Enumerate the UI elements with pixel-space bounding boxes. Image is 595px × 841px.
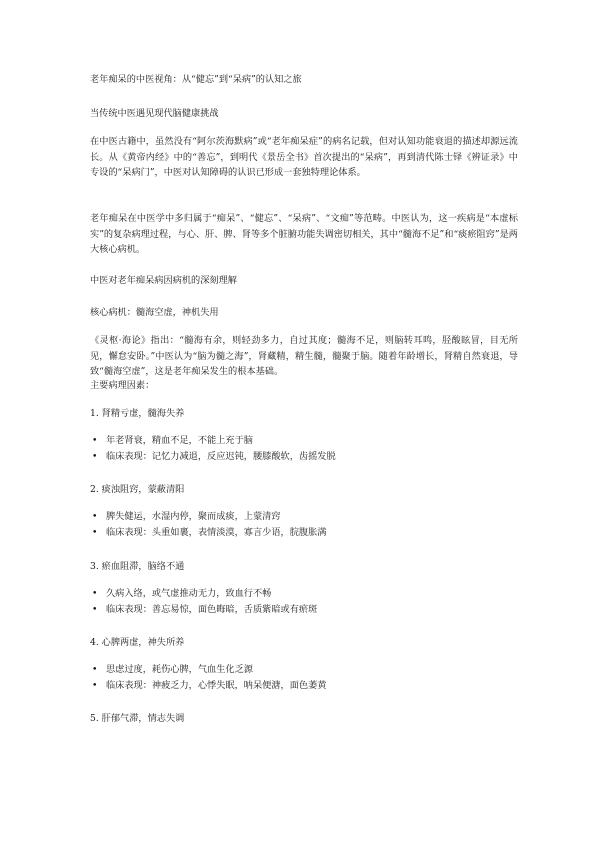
bullet-icon: • xyxy=(92,450,98,462)
subheading-core-pathogenesis: 核心病机：髓海空虚，神机失用 xyxy=(90,307,219,318)
list-item: • 久病入络，或气虚推动无力，致血行不畅 xyxy=(90,586,530,602)
list-item: • 临床表现：善忘易惊，面色晦暗，舌质紫暗或有瘀斑 xyxy=(90,602,530,618)
bullet-icon: • xyxy=(92,435,98,446)
factor-heading: 5. 肝郁气滞，情志失调 xyxy=(90,713,185,724)
list-item: • 临床表现：神疲乏力，心悸失眠，呐呆便溏，面色萎黄 xyxy=(90,678,530,694)
factor-bullet-list xyxy=(90,509,530,540)
subheading-pathological-factors: 主要病理因素： xyxy=(90,380,155,391)
bullet-icon: • xyxy=(92,526,98,538)
factor-heading: 4. 心脾两虚，神失所养 xyxy=(90,637,185,648)
paragraph-lingshu-quote: 《灵枢·海论》指出：“髓海有余，则轻劲多力，自过其度；髓海不足，则脑转耳鸣，胫酸眩冒，目无所见，懈怠安卧。”中医认为“脑为髓之海”，肾藏精，精生髓，髓聚于脑。随着年龄增长，肾精自然衰退，导致“髓海空虚”，这是老年痴呆发生的根本基础。 xyxy=(90,335,518,377)
factor-bullet-list xyxy=(90,586,530,617)
bullet-icon: • xyxy=(92,511,98,522)
factor-bullet-list xyxy=(90,433,530,464)
bullet-icon: • xyxy=(92,679,98,691)
factor-bullet-list xyxy=(90,662,530,693)
list-item: • 脾失健运，水湿内停，聚而成痰，上蒙清窍 xyxy=(90,509,530,525)
list-item: • 思虑过度，耗伤心脾，气血生化乏源 xyxy=(90,662,530,678)
document-title: 老年痴呆的中医视角：从“健忘”到“呆病”的认知之旅 xyxy=(90,74,302,85)
section-heading-intro: 当传统中医遇见现代脑健康挑战 xyxy=(90,108,219,119)
paragraph-classification: 老年痴呆在中医学中多归属于“痴呆”、“健忘”、“呆病”、“文痴”等范畴。中医认为，这一疾病是“本虚标实”的复杂病理过程，与心、肝、脾、肾等多个脏腑功能失调密切相关，其中“髓海不足”和“痰瘀阻窍”是两大核心病机。 xyxy=(90,213,518,255)
factor-heading: 2. 痰浊阻窍，蒙蔽清阳 xyxy=(90,484,185,495)
factor-heading: 1. 肾精亏虚，髓海失养 xyxy=(90,408,185,419)
bullet-icon: • xyxy=(92,664,98,675)
section-heading-etiology: 中医对老年痴呆病因病机的深刻理解 xyxy=(90,275,237,286)
list-item: • 临床表现：记忆力减退，反应迟钝，腰膝酸软，齿摇发脱 xyxy=(90,449,530,465)
bullet-icon: • xyxy=(92,588,98,599)
list-item: • 年老肾衰，精血不足，不能上充于脑 xyxy=(90,433,530,449)
factor-heading: 3. 瘀血阻滞，脑络不通 xyxy=(90,561,185,572)
paragraph-history: 在中医古籍中，虽然没有“阿尔茨海默病”或“老年痴呆症”的病名记载，但对认知功能衰退的描述却源远流长。从《黄帝内经》中的“善忘”，到明代《景岳全书》首次提出的“呆病”，再到清代陈士铎《辨证录》中专设的“呆病门”，中医对认知障碍的认识已形成一套独特理论体系。 xyxy=(90,136,518,178)
bullet-icon: • xyxy=(92,603,98,615)
list-item: • 临床表现：头重如裹，表情淡漠，寡言少语，脘腹胀满 xyxy=(90,525,530,541)
